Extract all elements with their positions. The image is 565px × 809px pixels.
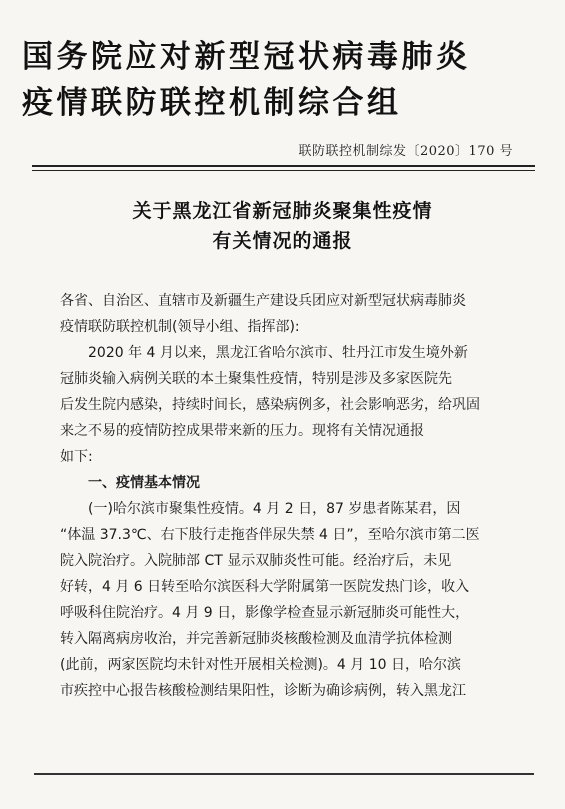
document-title xyxy=(0,196,565,256)
body-line: (一)哈尔滨市聚集性疫情。4 月 2 日，87 岁患者陈某君，因 xyxy=(88,501,461,517)
document-number: 联防联控机制综发〔2020〕170 号 xyxy=(298,144,513,159)
title-line-1: 关于黑龙江省新冠肺炎聚集性疫情 xyxy=(132,200,433,222)
body-line: 2020 年 4 月以来，黑龙江省哈尔滨市、牡丹江市发生境外新 xyxy=(88,345,468,361)
header-line-2: 疫情联防联控机制综合组 xyxy=(22,85,402,121)
document-body xyxy=(60,288,530,704)
body-line: 呼吸科住院治疗。4 月 9 日，影像学检查显示新冠肺炎可能性大， xyxy=(60,605,470,621)
header-divider-thin xyxy=(32,170,535,171)
body-line: 后发生院内感染，持续时间长，感染病例多，社会影响恶劣，给巩固 xyxy=(60,397,480,413)
body-line: 各省、自治区、直辖市及新疆生产建设兵团应对新型冠状病毒肺炎 xyxy=(60,293,466,309)
body-line: 如下: xyxy=(60,449,93,465)
footer-divider xyxy=(34,773,534,775)
body-line: 转入隔离病房收治，并完善新冠肺炎核酸检测及血清学抗体检测 xyxy=(60,631,452,647)
body-line: 疫情联防联控机制(领导小组、指挥部): xyxy=(60,319,300,335)
section-heading: 一、疫情基本情况 xyxy=(88,475,200,491)
body-line: 来之不易的疫情防控成果带来新的压力。现将有关情况通报 xyxy=(60,423,424,439)
header-divider-thick xyxy=(32,165,535,167)
body-line: 市疾控中心报告核酸检测结果阳性，诊断为确诊病例，转入黑龙江 xyxy=(60,683,466,699)
issuing-authority-header xyxy=(22,34,547,126)
body-line: (此前，两家医院均未针对性开展相关检测)。4 月 10 日，哈尔滨 xyxy=(60,657,461,673)
body-line: 好转，4 月 6 日转至哈尔滨医科大学附属第一医院发热门诊，收入 xyxy=(60,579,470,595)
body-line: 冠肺炎输入病例关联的本土聚集性疫情，特别是涉及多家医院先 xyxy=(60,371,452,387)
body-line: 院入院治疗。入院肺部 CT 显示双肺炎性可能。经治疗后，未见 xyxy=(60,553,452,569)
header-line-1: 国务院应对新型冠状病毒肺炎 xyxy=(22,39,471,75)
body-line: “体温 37.3℃、右下肢行走拖沓伴尿失禁 4 日”，至哈尔滨市第二医 xyxy=(60,527,480,543)
title-line-2: 有关情况的通报 xyxy=(212,230,353,252)
